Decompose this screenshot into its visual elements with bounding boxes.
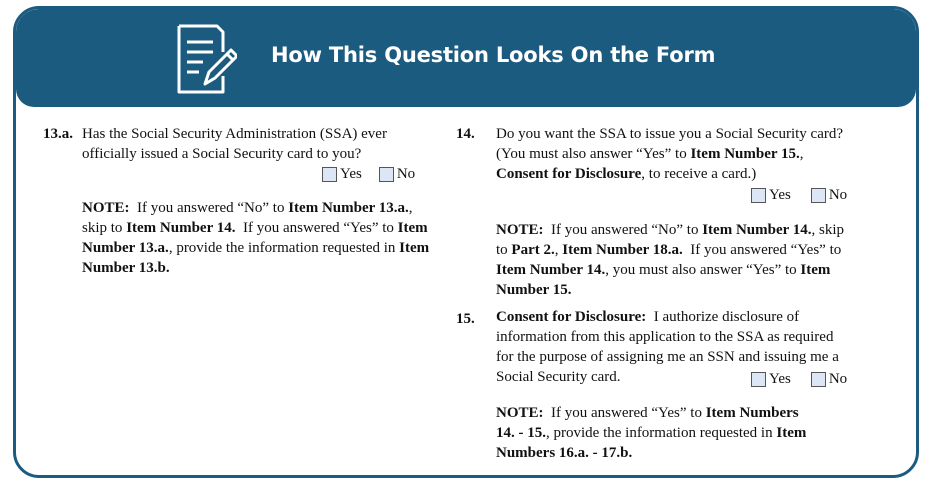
text-segment: Do you want the SSA to issue you a Social Security card? — [496, 126, 844, 142]
no-checkbox[interactable] — [811, 372, 826, 387]
item-14-note — [496, 220, 896, 300]
text-segment: Social Security card. — [496, 369, 621, 385]
text-segment: , skip — [811, 222, 845, 238]
text-line — [496, 280, 896, 300]
item-13a-note — [82, 198, 462, 278]
bold-segment: Numbers 16.a. - 17.b. — [496, 445, 633, 461]
text-line — [496, 164, 896, 184]
item-14-question — [496, 124, 896, 184]
item-15-number: 15. — [456, 311, 475, 327]
text-segment: , you must also answer “Yes” to — [605, 262, 801, 278]
form-edit-icon — [173, 22, 237, 96]
item-14-number: 14. — [456, 126, 475, 142]
yes-label: Yes — [769, 371, 791, 387]
bold-segment: Item Numbers — [705, 405, 799, 421]
item-13a-question — [82, 124, 442, 164]
text-line — [496, 443, 896, 463]
bold-segment: Item — [776, 425, 807, 441]
text-segment: If you answered “Yes” to — [682, 242, 842, 258]
text-segment: , provide the information requested in — [168, 240, 400, 256]
text-line — [496, 260, 896, 280]
item-14-yes-option[interactable] — [751, 187, 791, 204]
no-label: No — [828, 371, 848, 387]
text-segment: , — [408, 200, 413, 216]
text-segment: information from this application to the SSA as required — [496, 329, 834, 345]
yes-label: Yes — [340, 166, 362, 182]
text-segment: If you answered “No” to — [129, 200, 289, 216]
text-segment: , — [799, 146, 804, 162]
bold-segment: NOTE: — [82, 200, 130, 216]
text-segment: skip to — [82, 220, 127, 236]
bold-segment: Item Number 13.a. — [288, 200, 409, 216]
text-segment: , — [554, 242, 563, 258]
text-line — [496, 347, 896, 367]
item-14-no-option[interactable] — [811, 187, 847, 204]
bold-segment: 14. - 15. — [496, 425, 546, 441]
bold-segment: Consent for Disclosure: — [496, 309, 647, 325]
bold-segment: Number 13.a. — [82, 240, 169, 256]
text-line — [496, 124, 896, 144]
text-segment: for the purpose of assigning me an SSN and issuing me a — [496, 349, 839, 365]
text-line — [496, 327, 896, 347]
item-13a-options — [322, 166, 415, 183]
bold-segment: Item — [397, 220, 428, 236]
text-segment: If you answered “Yes” to — [235, 220, 398, 236]
item-15-yes-option[interactable] — [751, 371, 791, 388]
text-line — [496, 144, 896, 164]
yes-checkbox[interactable] — [751, 188, 766, 203]
text-line — [496, 307, 896, 327]
text-segment: , to receive a card.) — [641, 166, 757, 182]
yes-label: Yes — [769, 187, 791, 203]
bold-segment: NOTE: — [496, 405, 544, 421]
no-checkbox[interactable] — [811, 188, 826, 203]
text-segment: to — [496, 242, 512, 258]
yes-checkbox[interactable] — [322, 167, 337, 182]
text-segment: I authorize disclosure of — [646, 309, 800, 325]
bold-segment: Item — [399, 240, 430, 256]
item-14-options — [751, 187, 847, 204]
text-line — [82, 218, 462, 238]
text-line — [496, 423, 896, 443]
no-checkbox[interactable] — [379, 167, 394, 182]
item-13a-line: Has the Social Security Administration (SSA) ever — [82, 126, 387, 142]
text-line — [82, 258, 462, 278]
text-line — [82, 238, 462, 258]
header-title: How This Question Looks On the Form — [271, 43, 716, 67]
bold-segment: Item Number 18.a. — [562, 242, 683, 258]
text-segment: (You must also answer “Yes” to — [496, 146, 691, 162]
text-segment: , provide the information requested in — [546, 425, 777, 441]
text-line — [82, 198, 462, 218]
bold-segment: Part 2. — [511, 242, 555, 258]
item-13a-no-option[interactable] — [379, 166, 415, 183]
form-preview-card — [13, 6, 919, 478]
text-line — [496, 220, 896, 240]
item-15-no-option[interactable] — [811, 371, 847, 388]
bold-segment: Item Number 14. — [126, 220, 236, 236]
header-banner — [16, 9, 916, 107]
text-segment: If you answered “No” to — [543, 222, 703, 238]
item-15-options — [751, 371, 847, 388]
item-13a-yes-option[interactable] — [322, 166, 362, 183]
bold-segment: Item Number 14. — [702, 222, 812, 238]
bold-segment: Number 15. — [496, 282, 572, 298]
yes-checkbox[interactable] — [751, 372, 766, 387]
item-13a-line: officially issued a Social Security card to you? — [82, 146, 362, 162]
no-label: No — [828, 187, 848, 203]
no-label: No — [396, 166, 416, 182]
bold-segment: Number 13.b. — [82, 260, 170, 276]
item-15-note — [496, 403, 896, 463]
text-segment: If you answered “Yes” to — [543, 405, 706, 421]
item-13a-number: 13.a. — [43, 126, 73, 142]
bold-segment: NOTE: — [496, 222, 544, 238]
bold-segment: Consent for Disclosure — [496, 166, 642, 182]
bold-segment: Item Number 15. — [690, 146, 800, 162]
bold-segment: Item Number 14. — [496, 262, 606, 278]
text-line — [496, 403, 896, 423]
bold-segment: Item — [800, 262, 831, 278]
text-line — [496, 240, 896, 260]
